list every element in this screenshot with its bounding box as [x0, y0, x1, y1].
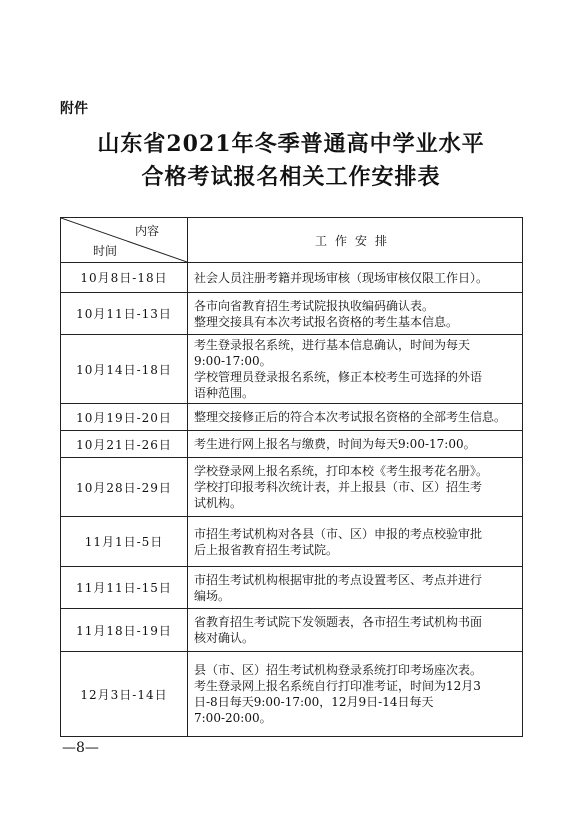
work-text-line: 编场。 — [194, 588, 231, 603]
table-row — [61, 458, 523, 517]
attachment-label: 附件 — [60, 101, 88, 117]
row-work-cell — [188, 609, 523, 652]
table-row — [61, 293, 523, 335]
diagonal-line — [61, 218, 187, 262]
work-text-line: 市招生考试机构对各县（市、区）申报的考点校验审批 — [194, 526, 483, 541]
row-work-cell — [188, 458, 523, 517]
row-time-cell: 11月11日-15日 — [61, 567, 188, 609]
work-text-line: 核对确认。 — [194, 631, 255, 645]
page-number: —8— — [62, 740, 99, 756]
work-text-line: 考生登录网上报名系统自行打印准考证，时间为12月3 — [194, 679, 481, 693]
row-work-cell — [188, 652, 523, 737]
work-text-line: 学校管理员登录报名系统，修正本校考生可选择的外语 — [194, 370, 483, 384]
work-text-line: 日-8日每天9:00-17:00，12月9日-14日每天 — [194, 695, 434, 709]
row-time-cell: 10月8日-18日 — [61, 263, 188, 293]
row-time-cell: 10月19日-20日 — [61, 404, 188, 431]
row-work-cell — [188, 263, 523, 293]
table-header-row — [61, 218, 523, 263]
row-work-cell — [188, 404, 523, 431]
work-text-line: 考生登录报名系统，进行基本信息确认，时间为每天 — [194, 338, 471, 352]
row-time-cell: 11月1日-5日 — [61, 517, 188, 567]
work-text-line: 省教育招生考试院下发领题表，各市招生考试机构书面 — [194, 615, 483, 629]
work-text-line: 整理交接修正后的符合本次考试报名资格的全部考生信息。 — [194, 410, 507, 424]
header-time-label: 时间 — [93, 244, 118, 258]
work-text-line: 社会人员注册考籍并现场审核（现场审核仅限工作日）。 — [194, 270, 489, 285]
schedule-table — [60, 217, 523, 737]
work-text-line: 市招生考试机构根据审批的考点设置考区、考点并进行 — [194, 572, 483, 587]
work-text-line: 学校登录网上报名系统，打印本校《考生报考花名册》。 — [194, 464, 489, 478]
row-time-cell: 10月28日-29日 — [61, 458, 188, 517]
work-text-line: 整理交接具有本次考试报名资格的考生基本信息。 — [194, 314, 459, 329]
table-row — [61, 335, 523, 404]
table-row — [61, 404, 523, 431]
table-row — [61, 517, 523, 567]
header-work-label: 工作安排 — [188, 218, 523, 263]
work-text-line: 7:00-20:00。 — [194, 711, 272, 725]
work-text-line: 9:00-17:00。 — [194, 354, 272, 368]
work-text-line: 后上报省教育招生考试院。 — [194, 542, 339, 557]
header-content-label: 内容 — [134, 224, 159, 238]
row-work-cell — [188, 567, 523, 609]
work-text-line: 学校打印报考科次统计表，并上报县（市、区）招生考 — [194, 480, 483, 494]
work-text-line: 各市向省教育招生考试院报执收编码确认表。 — [194, 298, 435, 313]
row-time-cell: 10月21日-26日 — [61, 431, 188, 458]
table-row — [61, 431, 523, 458]
row-work-cell — [188, 293, 523, 335]
page-title-line1: 山东省2021年冬季普通高中学业水平 — [97, 131, 485, 157]
table-row — [61, 263, 523, 293]
diagonal-header-cell — [61, 218, 188, 263]
table-row — [61, 609, 523, 652]
row-time-cell: 11月18日-19日 — [61, 609, 188, 652]
row-work-cell — [188, 431, 523, 458]
row-time-cell: 10月14日-18日 — [61, 335, 188, 404]
work-text-line: 试机构。 — [194, 496, 243, 510]
table-row — [61, 652, 523, 737]
page-title-line2: 合格考试报名相关工作安排表 — [141, 164, 441, 190]
row-work-cell — [188, 335, 523, 404]
work-text-line: 县（市、区）招生考试机构登录系统打印考场座次表。 — [194, 663, 483, 677]
table-row — [61, 567, 523, 609]
row-time-cell: 12月3日-14日 — [61, 652, 188, 737]
work-text-line: 语种范围。 — [194, 386, 255, 400]
row-work-cell — [188, 517, 523, 567]
row-time-cell: 10月11日-13日 — [61, 293, 188, 335]
work-text-line: 考生进行网上报名与缴费，时间为每天9:00-17:00。 — [194, 437, 476, 451]
